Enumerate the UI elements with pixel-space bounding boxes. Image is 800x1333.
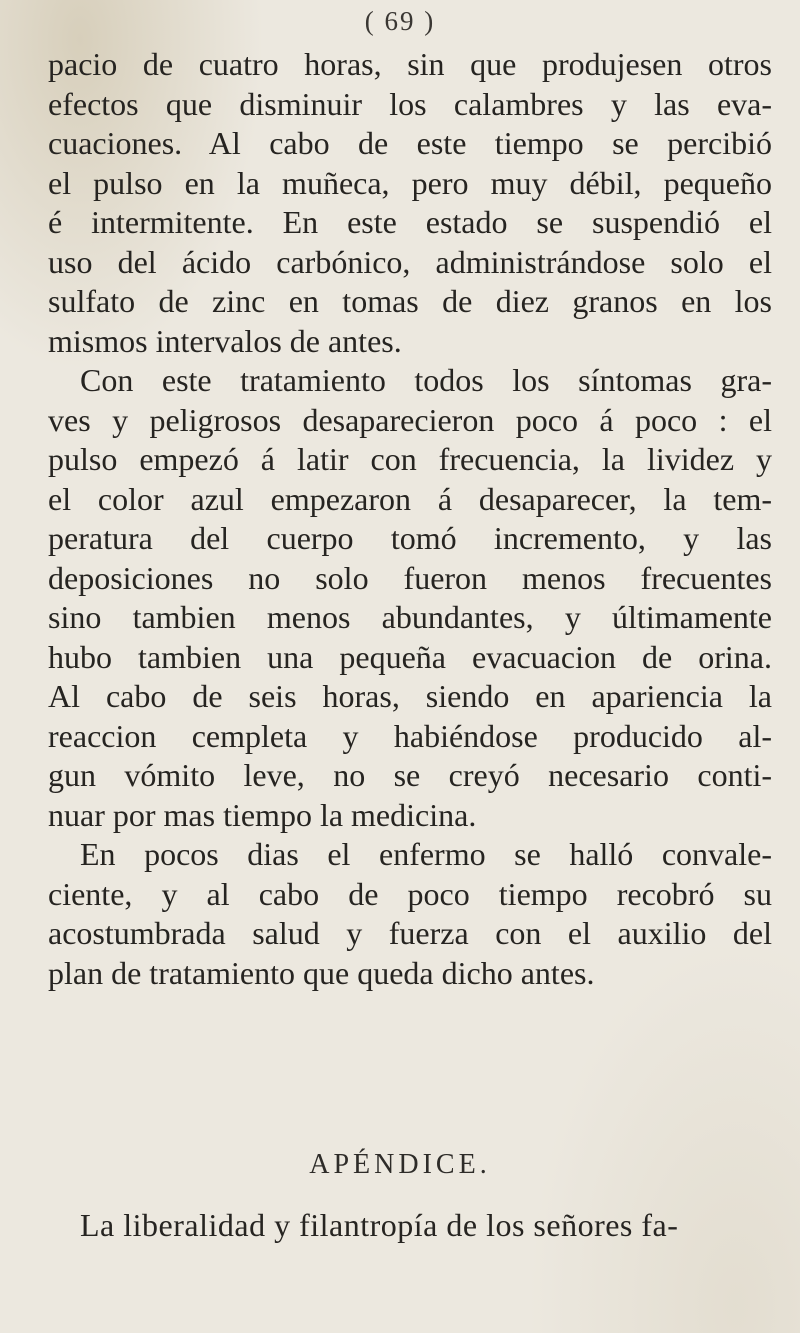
page-number: ( 69 )	[364, 6, 436, 36]
text-line: ciente, y al cabo de poco tiempo recobró su	[48, 875, 772, 912]
text-line: pulso empezó á latir con frecuencia, la lividez y	[48, 441, 772, 477]
paragraph-start-line: En pocos dias el enfermo se halló convale-	[80, 836, 772, 872]
text-line: deposiciones no solo fueron menos frecuentes	[48, 559, 772, 596]
text-line: acostumbrada salud y fuerza con el auxilio del	[48, 915, 772, 951]
text-line: reaccion cempleta y habiéndose producido al-	[48, 717, 772, 754]
section-heading: APÉNDICE.	[309, 1149, 491, 1180]
text-line: plan de tratamiento que queda dicho antes.	[48, 954, 595, 991]
text-line: efectos que disminuir los calambres y las eva-	[48, 85, 772, 122]
text-line: sino tambien menos abundantes, y últimamente	[48, 599, 772, 635]
text-line: el pulso en la muñeca, pero muy débil, pequeño	[48, 164, 772, 201]
text-line: ves y peligrosos desaparecieron poco á poco : el	[48, 401, 772, 438]
text-line: pacio de cuatro horas, sin que produjesen otros	[48, 46, 772, 82]
text-line: mismos intervalos de antes.	[48, 322, 402, 359]
text-line: uso del ácido carbónico, administrándose solo el	[48, 243, 772, 280]
body-text	[48, 45, 772, 993]
text-line: sulfato de zinc en tomas de diez granos en los	[48, 283, 772, 319]
text-line: el color azul empezaron á desaparecer, la tem-	[48, 480, 772, 517]
text-line: Al cabo de seis horas, siendo en apariencia la	[48, 678, 772, 714]
text-line: é intermitente. En este estado se suspendió el	[48, 204, 772, 240]
text-line: nuar por mas tiempo la medicina.	[48, 796, 477, 833]
text-line: gun vómito leve, no se creyó necesario conti-	[48, 757, 772, 793]
text-line: peratura del cuerpo tomó incremento, y las	[48, 520, 772, 556]
text-line: hubo tambien una pequeña evacuacion de orina.	[48, 638, 772, 675]
text-line: cuaciones. Al cabo de este tiempo se percibió	[48, 125, 772, 161]
paragraph-start-line: Con este tratamiento todos los síntomas gra-	[80, 362, 772, 398]
text-line: La liberalidad y filantropía de los señores fa-	[80, 1207, 679, 1243]
